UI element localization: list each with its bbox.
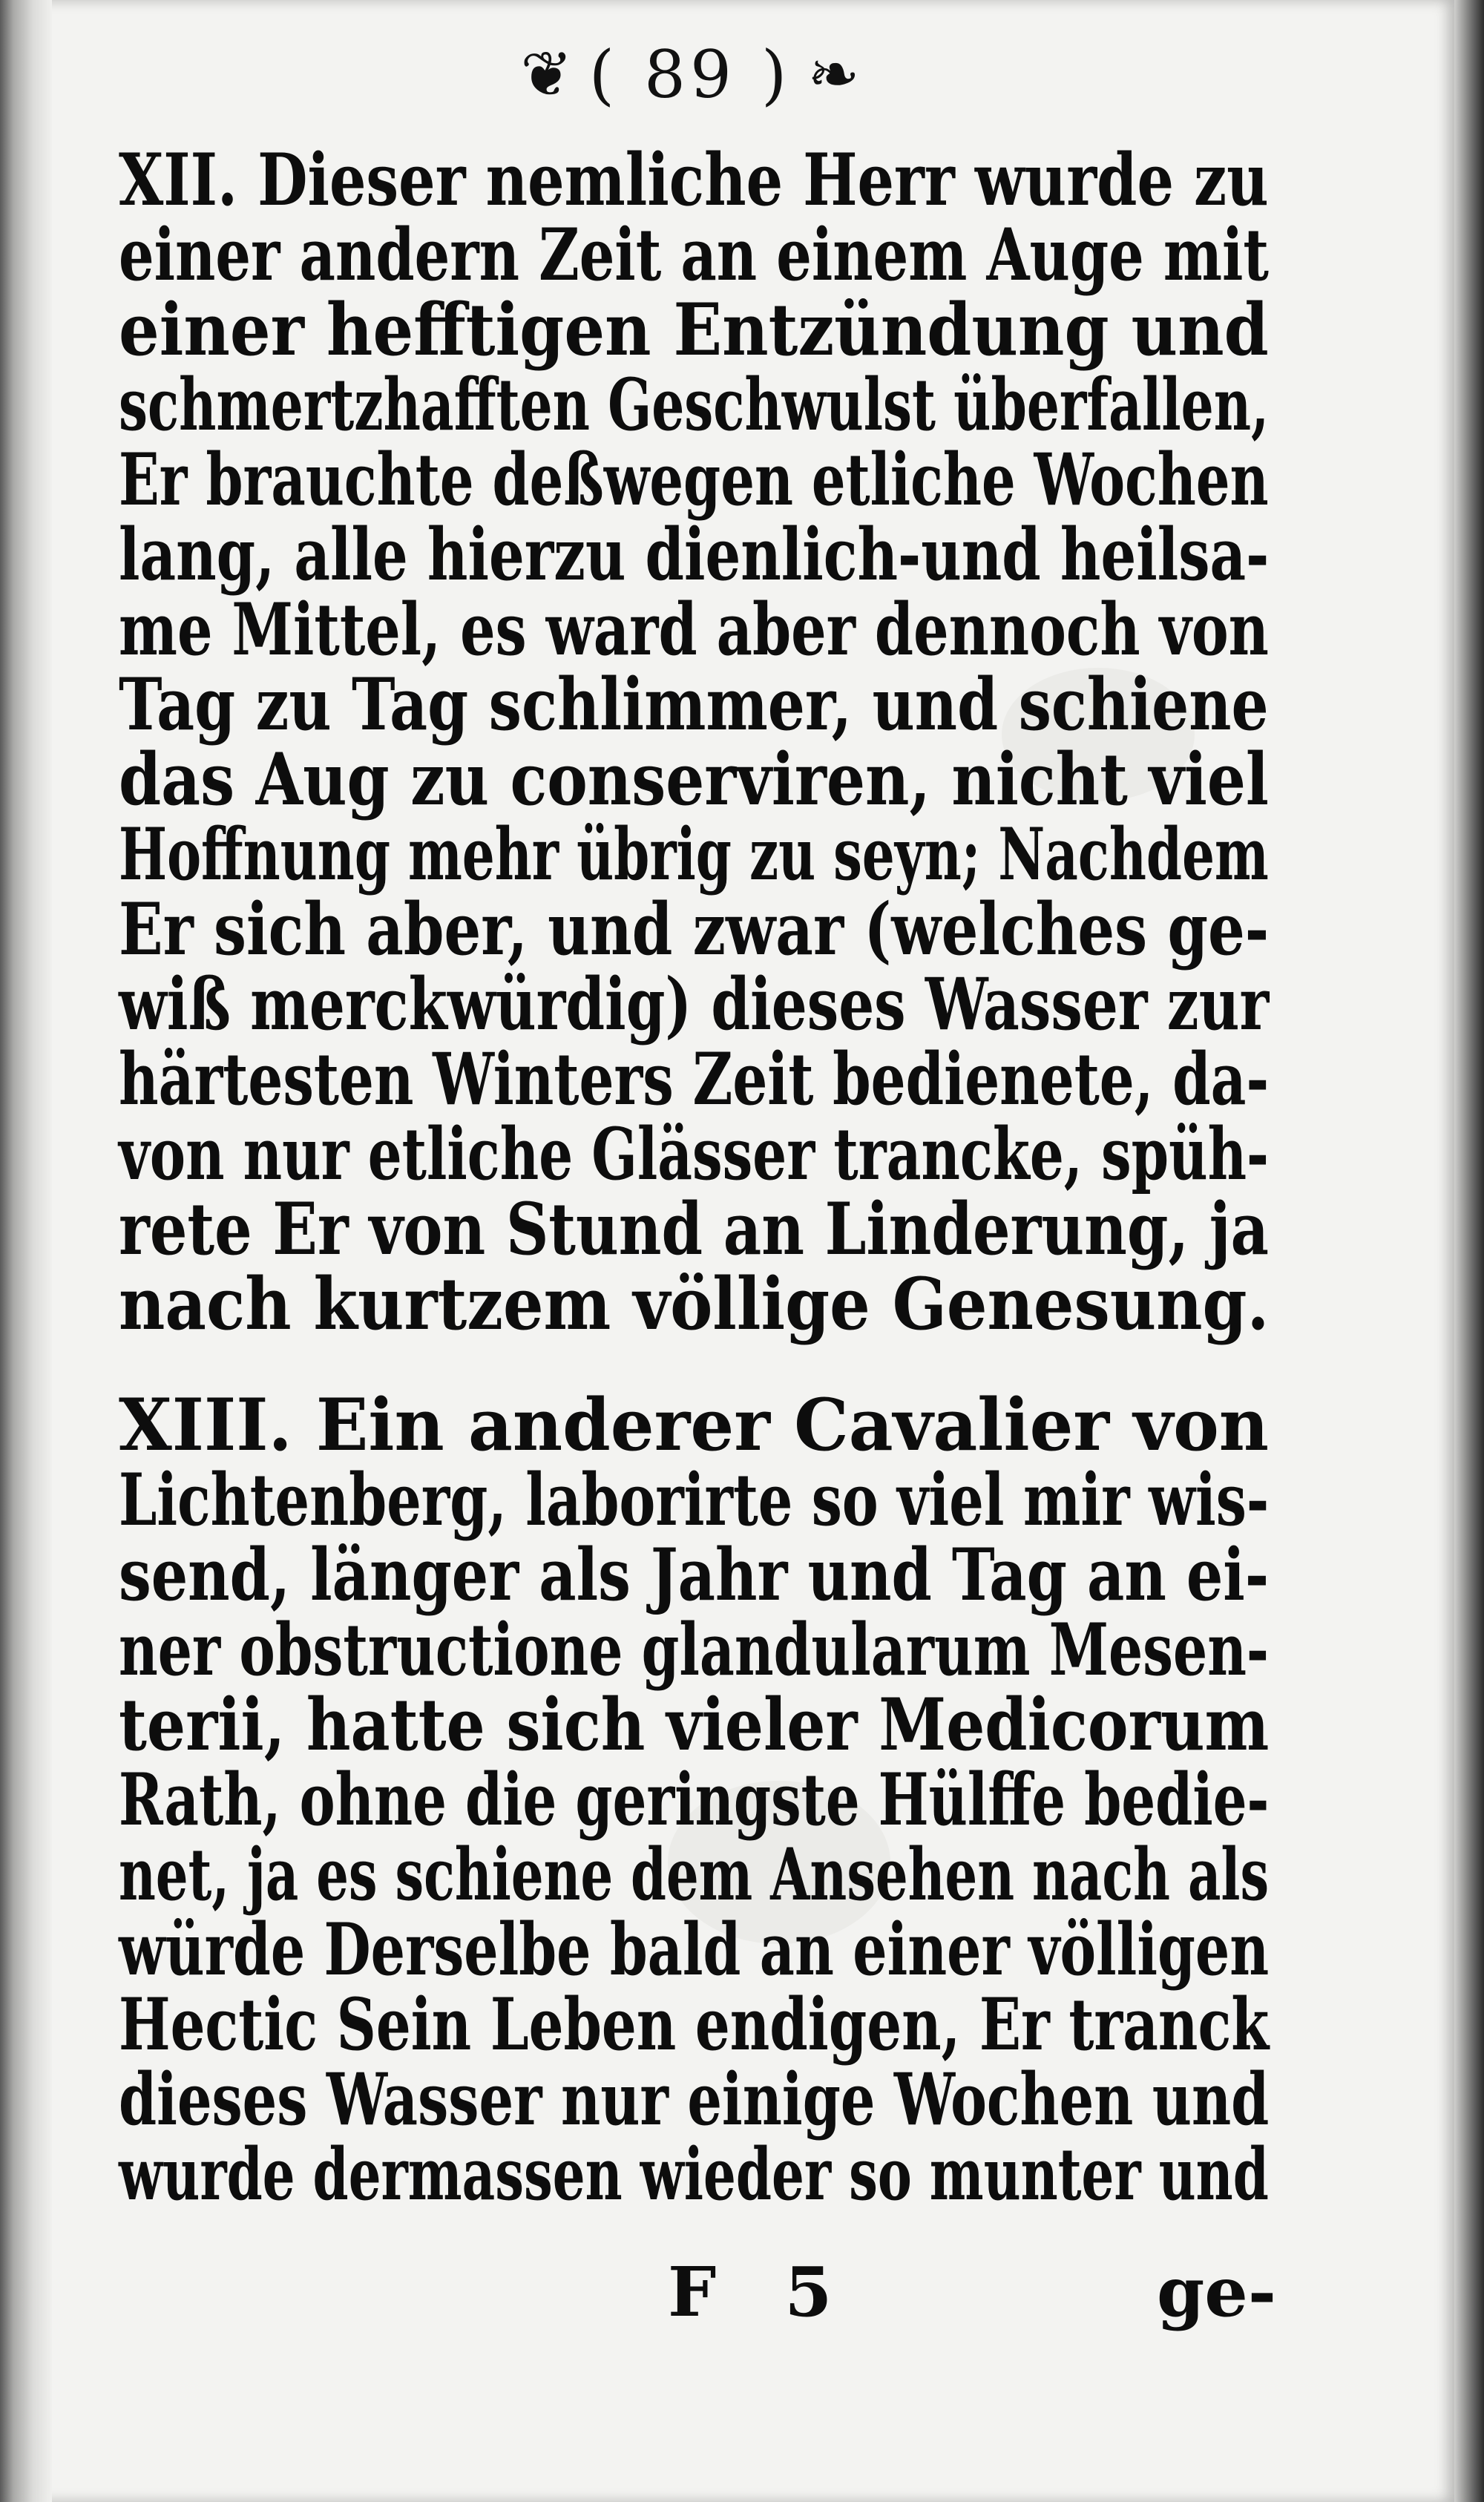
signature-mark: F 5 (668, 2252, 855, 2332)
page-footer (119, 2252, 1276, 2334)
left-ornament-icon: ❦ (520, 38, 573, 111)
text-line: send, länger als Jahr und Tag an ei- (119, 1533, 1270, 1617)
text-line: nach kurtzem völlige Genesung. (119, 1262, 1270, 1346)
text-line: einer andern Zeit an einem Auge mit (119, 213, 1269, 297)
text-line: einer hefftigen Entzündung und (119, 288, 1269, 372)
text-line: lang, alle hierzu dienlich-und heilsa- (119, 513, 1270, 597)
text-line: rete Er von Stund an Linderung, ja (119, 1187, 1269, 1271)
text-line: dieses Wasser nur einige Wochen und (119, 2058, 1270, 2141)
text-line: Rath, ohne die geringste Hülffe bedie- (119, 1758, 1270, 1842)
text-line: Tag zu Tag schlimmer, und schiene (119, 663, 1269, 746)
page-edge-shadow (1454, 0, 1484, 2502)
text-line: härtesten Winters Zeit bedienete, da- (119, 1037, 1270, 1121)
page-number: ( 89 ) (588, 36, 792, 113)
text-line: terii, hatte sich vieler Medicorum (119, 1683, 1270, 1767)
text-line: würde Derselbe bald an einer völligen (119, 1908, 1270, 1992)
text-line: Hectic Sein Leben endigen, Er tranck (119, 1983, 1270, 2066)
catchword: ge- (1156, 2252, 1276, 2332)
text-line: Er brauchte deßwegen etliche Wochen (119, 438, 1269, 522)
text-line: ner obstructione glandularum Mesen- (119, 1608, 1270, 1692)
right-ornament-icon: ❧ (807, 38, 860, 111)
page-gutter (0, 0, 52, 2502)
text-line: me Mittel, es ward aber dennoch von (119, 588, 1269, 672)
text-line: net, ja es schiene dem Ansehen nach als (119, 1833, 1270, 1917)
text-line: Lichtenberg, laborirte so viel mir wis- (119, 1458, 1270, 1542)
page-header (482, 30, 898, 119)
text-line: das Aug zu conserviren, nicht viel (119, 738, 1269, 821)
text-line: von nur etliche Glässer trancke, spüh- (119, 1112, 1269, 1196)
paragraph-xiii (119, 1383, 1270, 2216)
text-line: wurde dermassen wieder so munter und (119, 2132, 1269, 2216)
text-line: Er sich aber, und zwar (welches ge- (119, 887, 1270, 971)
text-line: wiß merckwürdig) dieses Wasser zur (119, 962, 1270, 1046)
text-line: schmertzhafften Geschwulst überfallen, (119, 363, 1270, 447)
text-line: XIII. Ein anderer Cavalier von (119, 1383, 1269, 1467)
text-line: XII. Dieser nemliche Herr wurde zu (119, 138, 1269, 222)
paragraph-xii (119, 138, 1270, 1346)
text-line: Hoffnung mehr übrig zu seyn; Nachdem (119, 812, 1269, 896)
